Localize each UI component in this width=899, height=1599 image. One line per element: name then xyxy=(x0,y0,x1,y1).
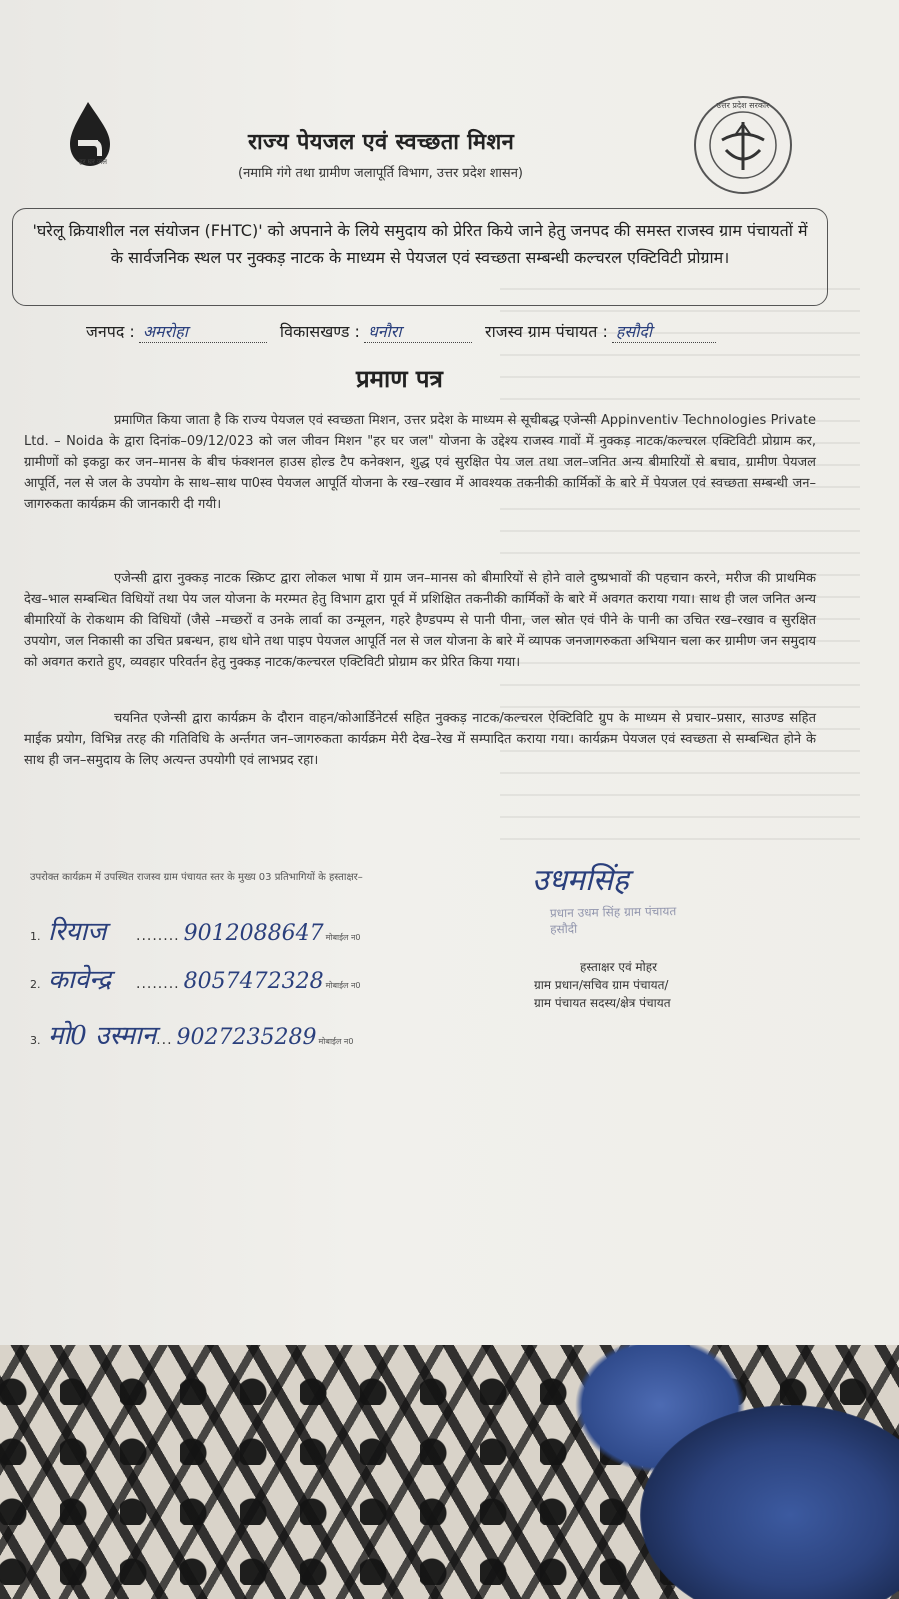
authority-signature-block xyxy=(520,858,740,1028)
participant-phone: 9027235289 xyxy=(176,1025,317,1050)
participant-phone: 8057472328 xyxy=(183,969,324,994)
block-value: धनौरा xyxy=(364,320,472,343)
pradhan-signature: उधमसिंह xyxy=(532,863,629,898)
participant-number: 3. xyxy=(30,1034,41,1047)
official-stamp: प्रधान उधम सिंह ग्राम पंचायत हसौदी xyxy=(549,904,677,937)
left-logo-caption: हर घर जल xyxy=(79,158,107,166)
participant-number: 2. xyxy=(30,978,41,991)
participant-name: कावेन्द्र xyxy=(48,965,111,995)
mission-title: राज्य पेयजल एवं स्वच्छता मिशन xyxy=(248,130,515,155)
participant-phone: 9012088647 xyxy=(183,921,324,946)
participant-row: 3. मो0 उस्मान... 9027235289 मोबाईल न0 xyxy=(30,1016,353,1048)
district-label: जनपद : xyxy=(86,322,135,341)
panchayat-value: हसौदी xyxy=(612,320,716,343)
panchayat-label: राजस्व ग्राम पंचायत : xyxy=(485,322,608,341)
participant-number: 1. xyxy=(30,930,41,943)
designation-line-1: ग्राम प्रधान/सचिव ग्राम पंचायत/ xyxy=(534,978,669,992)
designation-line-2: ग्राम पंचायत सदस्य/क्षेत्र पंचायत xyxy=(534,996,671,1010)
participants-intro: उपरोक्त कार्यक्रम में उपस्थित राजस्व ग्राम पंचायत स्तर के मुख्य 03 प्रतिभागियों के हस्ताक्षर– xyxy=(30,872,363,883)
participant-row: 1. रियाज ........ 9012088647 मोबाईल न0 xyxy=(30,912,361,944)
har-ghar-jal-logo-icon xyxy=(60,100,140,185)
patterned-cloth-background xyxy=(0,1345,899,1599)
seal-text: उत्तर प्रदेश सरकार xyxy=(716,101,770,110)
mobile-label: मोबाईल न0 xyxy=(318,1037,354,1046)
participant-name: रियाज xyxy=(48,917,107,947)
participant-name: मो0 उस्मान xyxy=(48,1021,157,1051)
district-value: अमरोहा xyxy=(139,320,267,343)
mission-subtitle: (नमामि गंगे तथा ग्रामीण जलापूर्ति विभाग, उत्तर प्रदेश शासन) xyxy=(238,166,523,181)
subject-text: 'घरेलू क्रियाशील नल संयोजन (FHTC)' को अपनाने के लिये समुदाय को प्रेरित किये जाने हेतु जनपद की समस्त राजस्व ग्राम पंचायतों में के सार्वजनिक स्थल पर नुक्कड़ नाटक के माध्यम से पेयजल एवं स्वच्छता सम्बन्धी कल्चरल एक्टिविटी प्रोग्राम। xyxy=(32,221,808,267)
certificate-heading: प्रमाण पत्र xyxy=(356,365,443,393)
participant-row: 2. कावेन्द्र ........ 8057472328 मोबाईल न0 xyxy=(30,960,361,992)
subject-box xyxy=(12,208,828,306)
block-label: विकासखण्ड : xyxy=(279,322,360,341)
location-fields xyxy=(86,320,826,350)
mobile-label: मोबाईल न0 xyxy=(325,981,361,990)
paragraph-2: एजेन्सी द्वारा नुक्कड़ नाटक स्क्रिप्ट द्वारा लोकल भाषा में ग्राम जन–मानस को बीमारियों से होने वाले दुष्प्रभावों की पहचान करने, मरीज की प्राथमिक देख–भाल सम्बन्धित विधियों तथा पेय जल योजना के मरम्मत हेतु विभाग द्वारा पूर्व में प्रशिक्षित तकनीकी कार्मिकों के बारे में अवगत कराया गया। साथ ही जल जनित अन्य बीमारियों के रोकथाम की विधियों (जैसे –मच्छरों व उनके लार्वा का उन्मूलन, गहरे हैण्डपम्प से पानी पीना, जल स्रोत एवं पीने के पानी का उचित रख–रखाव व सुरक्षित उपयोग, जल निकासी का उचित प्रबन्धन, हाथ धोने तथा पाइप पेयजल आपूर्ति नल से जल योजना के बारे में व्यापक जनजागरुकता अभियान चला कर ग्रामीण जन समुदाय को अवगत कराते हुए, व्यवहार परिवर्तन हेतु नुक्कड़ नाटक/कल्चरल एक्टिविटी प्रोग्राम कर प्रेरित किया गया। xyxy=(24,571,816,670)
paragraph-3: चयनित एजेन्सी द्वारा कार्यक्रम के दौरान वाहन/कोआर्डिनेटर्स सहित नुक्कड़ नाटक/कल्चरल ऐक्टिविटि ग्रुप के माध्यम से प्रचार–प्रसार, साउण्ड सहित माईक प्रयोग, विभिन्न तरह की गतिविधि के अर्न्तगत जन–जागरुकता कार्यक्रम मेरी देख–रेख में सम्पादित कराया गया। कार्यक्रम पेयजल एवं स्वच्छता से सम्बन्धित होने के साथ ही जन–समुदाय के लिए अत्यन्त उपयोगी एवं लाभप्रद रहा। xyxy=(24,711,816,768)
up-government-seal-icon xyxy=(692,94,794,196)
signature-seal-label: हस्ताक्षर एवं मोहर xyxy=(580,960,658,974)
mobile-label: मोबाईल न0 xyxy=(325,933,361,942)
paragraph-1: प्रमाणित किया जाता है कि राज्य पेयजल एवं स्वच्छता मिशन, उत्तर प्रदेश के माध्यम से सूचीबद्ध एजेन्सी Appinventiv Technologies Private Ltd. – Noida के द्वारा दिनांक–09/12/023 को जल जीवन मिशन "हर घर जल" योजना के उद्देश्य राजस्व गावों में नुक्कड़ नाटक/कल्चरल एक्टिविटी प्रोग्राम कर, ग्रामीणों को इकट्ठा कर जन–मानस के बीच फंक्शनल हाउस होल्ड टैप कनेक्शन, शुद्ध एवं सुरक्षित पेय जल तथा जल–जनित अन्य बीमारियों से बचाव, ग्रामीण पेयजल आपूर्ति, नल से जल के उपयोग के साथ–साथ पा0स्व पेयजल आपूर्ति योजना के रख–रखाव में आवश्यक तकनीकी कार्मिकों के बारे में पेयजल एवं स्वच्छता सम्बन्धी जन–जागरुकता कार्यक्रम की जानकारी दी गयी। xyxy=(24,413,816,512)
